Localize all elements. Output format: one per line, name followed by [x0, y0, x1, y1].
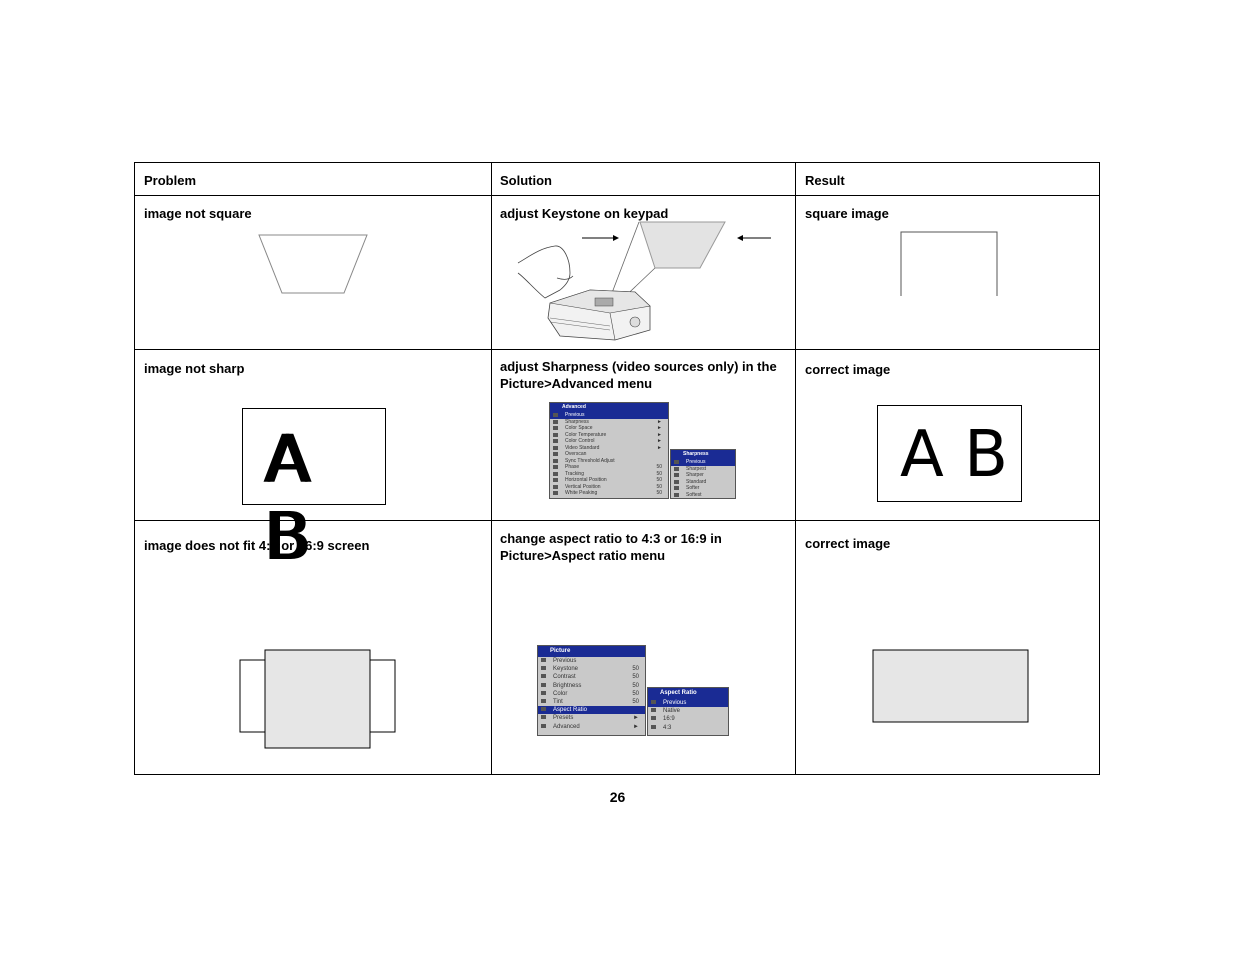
menu-item[interactable] [550, 490, 668, 497]
menu-item-label: Sharper [686, 472, 704, 478]
row3-solution: change aspect ratio to 4:3 or 16:9 in Picture>Aspect ratio menu [500, 531, 722, 563]
picture-menu [537, 645, 646, 736]
header-solution: Solution [500, 173, 552, 188]
menu-item-value: ► [657, 444, 662, 451]
menu-item-value: 50 [632, 690, 639, 697]
menu-item-icon [553, 446, 558, 450]
menu-item-icon [553, 485, 558, 489]
correct-aspect-diagram [872, 649, 1030, 724]
aspect-mismatch-diagram [238, 648, 398, 752]
menu-item-label: Sharpness [565, 418, 589, 425]
menu-item-label: Previous [686, 459, 706, 465]
menu-item-label: Horizontal Position [565, 477, 607, 483]
menu-item-label: Vertical Position [565, 483, 601, 490]
sharp-image-box [877, 405, 1022, 502]
menu-item-icon [541, 658, 546, 662]
menu-item-label: Previous [663, 700, 687, 706]
menu-item-label: Sync Threshold Adjust [565, 457, 615, 464]
menu-item-label: Softer [686, 485, 700, 491]
menu-item-icon [553, 459, 558, 463]
menu-item-label: Presets [553, 715, 574, 722]
menu-item-icon [553, 426, 558, 430]
menu-item-label: Video Standard [565, 444, 600, 451]
advanced-menu-title: Advanced [550, 403, 668, 412]
sharpness-menu [670, 449, 736, 499]
menu-item-icon [541, 699, 546, 703]
row-divider [135, 349, 1099, 350]
menu-item-value: 50 [632, 682, 639, 689]
menu-item-value: ► [657, 431, 662, 438]
menu-item-value: 50 [656, 483, 662, 490]
row-divider [135, 195, 1099, 196]
aspect-ratio-menu [647, 687, 729, 736]
menu-item-label: Standard [686, 478, 707, 485]
menu-item-label: Tracking [565, 470, 584, 477]
menu-item-label: Overscan [565, 451, 587, 457]
menu-item[interactable] [671, 492, 735, 499]
menu-item[interactable] [538, 690, 645, 698]
menu-item-value: 50 [632, 666, 639, 673]
menu-item-icon [541, 691, 546, 695]
menu-item[interactable] [648, 724, 728, 732]
menu-item[interactable] [538, 682, 645, 690]
menu-item-value: 50 [632, 698, 639, 705]
header-problem: Problem [144, 173, 197, 188]
picture-menu-title: Picture [538, 646, 645, 657]
menu-item-value: ► [633, 715, 639, 722]
menu-item-icon [541, 666, 546, 670]
menu-item-icon [541, 707, 546, 711]
menu-item-label: Sharpest [686, 465, 707, 472]
row2-result: correct image [805, 362, 891, 377]
projected-image-trapezoid [640, 222, 725, 268]
menu-item-icon [674, 473, 679, 477]
menu-item-label: Contrast [553, 674, 576, 681]
menu-item-icon [541, 683, 546, 687]
menu-item-icon [674, 480, 679, 484]
column-divider [491, 163, 492, 774]
menu-item-label: Color [553, 690, 568, 697]
menu-item-icon [674, 486, 679, 490]
row1-result: square image [805, 206, 889, 221]
menu-item-label: Previous [553, 658, 577, 664]
menu-item-icon [553, 420, 558, 424]
menu-item-label: White Peaking [565, 490, 598, 496]
square-image-diagram [898, 229, 1000, 297]
menu-item-value: ► [657, 425, 662, 431]
column-divider [795, 163, 796, 774]
menu-item-label: Color Space [565, 425, 593, 431]
menu-item-value: ► [633, 723, 639, 730]
menu-item-value: 50 [656, 464, 662, 470]
advanced-menu [549, 402, 669, 499]
menu-item-label: Keystone [553, 666, 579, 673]
menu-item-icon [541, 715, 546, 719]
projector-keystone-illustration [515, 218, 775, 343]
menu-item-icon [674, 493, 679, 497]
menu-item-icon [553, 472, 558, 476]
blurry-letters: A B [263, 421, 313, 575]
menu-item-icon [651, 716, 656, 720]
menu-item-icon [553, 439, 558, 443]
menu-item-label: Native [663, 708, 681, 715]
row1-problem: image not square [144, 206, 252, 221]
menu-item-icon [651, 725, 656, 729]
menu-item[interactable] [538, 665, 645, 673]
menu-item-value: ► [657, 438, 662, 444]
menu-item-icon [651, 708, 656, 712]
menu-item-label: 16:9 [663, 716, 675, 723]
row3-problem: image does not fit 4:3 or 16:9 screen [144, 538, 370, 553]
menu-item-label: Aspect Ratio [553, 707, 588, 714]
menu-item[interactable] [538, 657, 645, 665]
header-result: Result [805, 173, 845, 188]
menu-item-icon [553, 433, 558, 437]
keystone-trapezoid-diagram [256, 232, 370, 296]
menu-item[interactable] [538, 714, 645, 722]
row1-solution: adjust Keystone on keypad [500, 206, 669, 221]
menu-item-icon [651, 700, 656, 704]
menu-item-label: Color Control [565, 438, 595, 444]
sharpness-menu-title: Sharpness [671, 450, 735, 459]
menu-item-label: Advanced [553, 723, 580, 730]
menu-item-label: Phase [565, 464, 580, 470]
menu-item-icon [553, 413, 558, 417]
menu-item[interactable] [648, 707, 728, 715]
menu-item-icon [541, 724, 546, 728]
menu-item[interactable] [538, 673, 645, 681]
menu-item-label: Softest [686, 491, 702, 498]
menu-item-value: 50 [656, 470, 662, 477]
menu-item-label: Brightness [553, 682, 582, 689]
menu-item-icon [553, 452, 558, 456]
sharp-letters: A B [900, 418, 1009, 492]
menu-item-icon [553, 478, 558, 482]
menu-item-value: 50 [632, 674, 639, 681]
menu-item-icon [553, 465, 558, 469]
menu-item[interactable] [538, 706, 645, 714]
menu-item-icon [674, 460, 679, 464]
menu-item-value: ► [657, 418, 662, 425]
menu-item-icon [541, 674, 546, 678]
menu-item-value: 50 [656, 477, 662, 483]
menu-item[interactable] [538, 698, 645, 706]
page-number: 26 [609, 789, 626, 805]
menu-item-icon [674, 467, 679, 471]
menu-item-label: Tint [553, 698, 563, 705]
menu-item-value: 50 [656, 490, 662, 496]
menu-item[interactable] [648, 699, 728, 707]
menu-item-icon [553, 491, 558, 495]
menu-item-label: Previous [565, 412, 585, 418]
row2-solution: adjust Sharpness (video sources only) in the Picture>Advanced menu [500, 359, 777, 391]
menu-item[interactable] [538, 723, 645, 731]
row3-result: correct image [805, 536, 891, 551]
menu-item[interactable] [648, 715, 728, 723]
hand-icon [518, 246, 570, 298]
row2-problem: image not sharp [144, 361, 245, 376]
menu-item-label: 4:3 [663, 724, 672, 731]
menu-item-label: Color Temperature [565, 431, 607, 438]
aspect-ratio-menu-title: Aspect Ratio [648, 688, 728, 699]
